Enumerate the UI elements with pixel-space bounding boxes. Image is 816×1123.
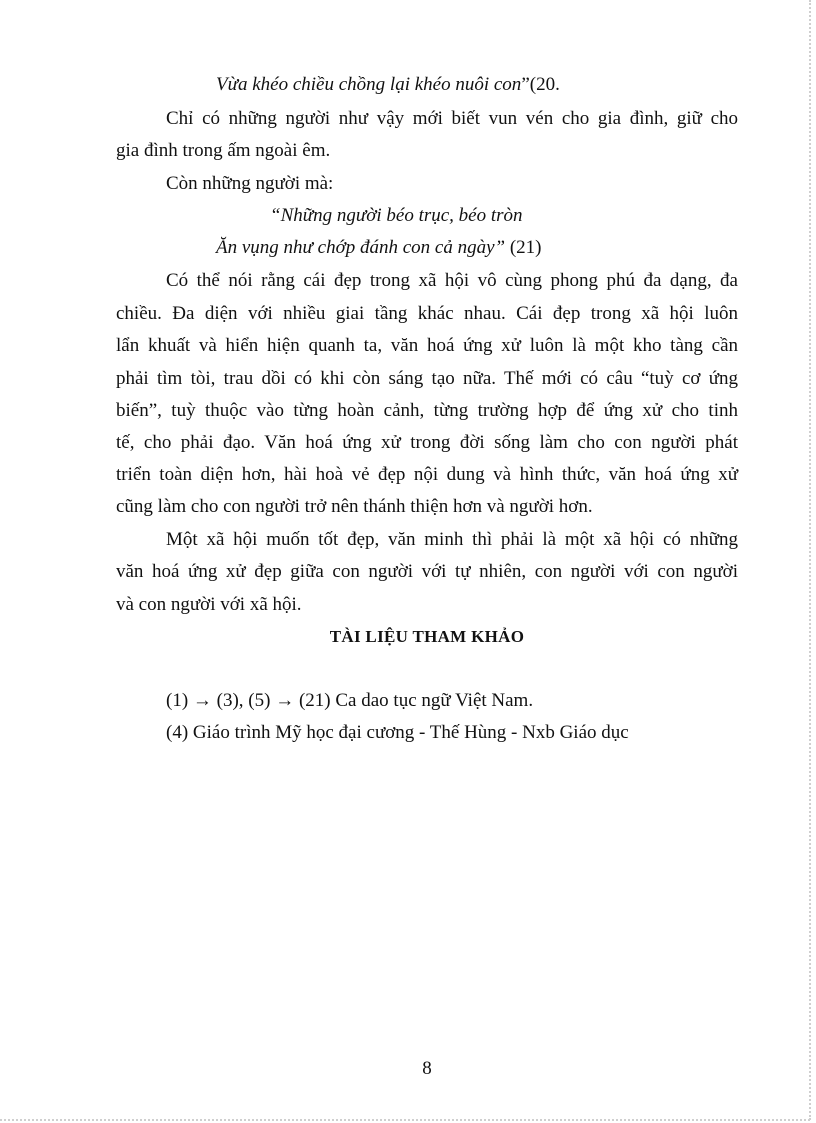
arrow-right-icon: → xyxy=(192,690,212,711)
page-number: 8 xyxy=(422,1058,432,1079)
verse-line: “Những người béo trục, béo tròn xyxy=(270,205,523,226)
verse-citation: (21) xyxy=(505,237,542,258)
paragraph-line: Một xã hội muốn tốt đẹp, văn minh thì phải là một xã hội có những xyxy=(166,529,738,550)
references-heading: TÀI LIỆU THAM KHẢO xyxy=(329,627,525,646)
verse-line xyxy=(216,73,560,97)
arrow-right-icon: → xyxy=(275,690,295,711)
reference-text: (21) Ca dao tục ngữ Việt Nam. xyxy=(294,690,534,711)
reference-text: (3), (5) xyxy=(211,690,276,711)
paragraph-line: và con người với xã hội. xyxy=(116,594,302,615)
verse-italic-text: Vừa khéo chiều chồng lại khéo nuôi con xyxy=(216,74,522,95)
verse-line xyxy=(216,236,542,260)
reference-item: (4) Giáo trình Mỹ học đại cương - Thế Hùng - Nxb Giáo dục xyxy=(166,722,629,743)
paragraph-line: Chỉ có những người như vậy mới biết vun vén cho gia đình, giữ cho xyxy=(166,108,738,129)
page-edge-right xyxy=(809,0,811,1120)
paragraph-line: Có thể nói rằng cái đẹp trong xã hội vô cùng phong phú đa dạng, đa xyxy=(166,270,738,291)
verse-citation: ”(20. xyxy=(521,74,560,95)
page-edge-bottom xyxy=(0,1119,810,1121)
verse-italic-text: Ăn vụng như chớp đánh con cả ngày” xyxy=(216,237,506,258)
paragraph-line: phải tìm tòi, trau dồi có khi còn sáng tạo nữa. Thế mới có câu “tuỳ cơ ứng xyxy=(116,368,738,389)
paragraph-line: biến”, tuỳ thuộc vào từng hoàn cảnh, từng trường hợp để ứng xử cho tinh xyxy=(116,400,738,421)
paragraph-line: tế, cho phải đạo. Văn hoá ứng xử trong đời sống làm cho con người phát xyxy=(116,432,738,453)
paragraph-line: chiều. Đa diện với nhiều giai tầng khác nhau. Cái đẹp trong xã hội luôn xyxy=(116,303,738,324)
reference-text: (1) xyxy=(166,690,193,711)
paragraph-line: cũng làm cho con người trở nên thánh thiện hơn và người hơn. xyxy=(116,496,593,517)
paragraph-line: văn hoá ứng xử đẹp giữa con người với tự nhiên, con người với con người xyxy=(116,561,738,582)
paragraph-line: gia đình trong ấm ngoài êm. xyxy=(116,140,331,161)
reference-item xyxy=(166,689,533,713)
intro-line: Còn những người mà: xyxy=(166,173,334,194)
paragraph-line: triển toàn diện hơn, hài hoà vẻ đẹp nội dung và hình thức, văn hoá ứng xử xyxy=(116,464,738,485)
paragraph-line: lẩn khuất và hiển hiện quanh ta, văn hoá ứng xử luôn là một kho tàng cần xyxy=(116,335,738,356)
